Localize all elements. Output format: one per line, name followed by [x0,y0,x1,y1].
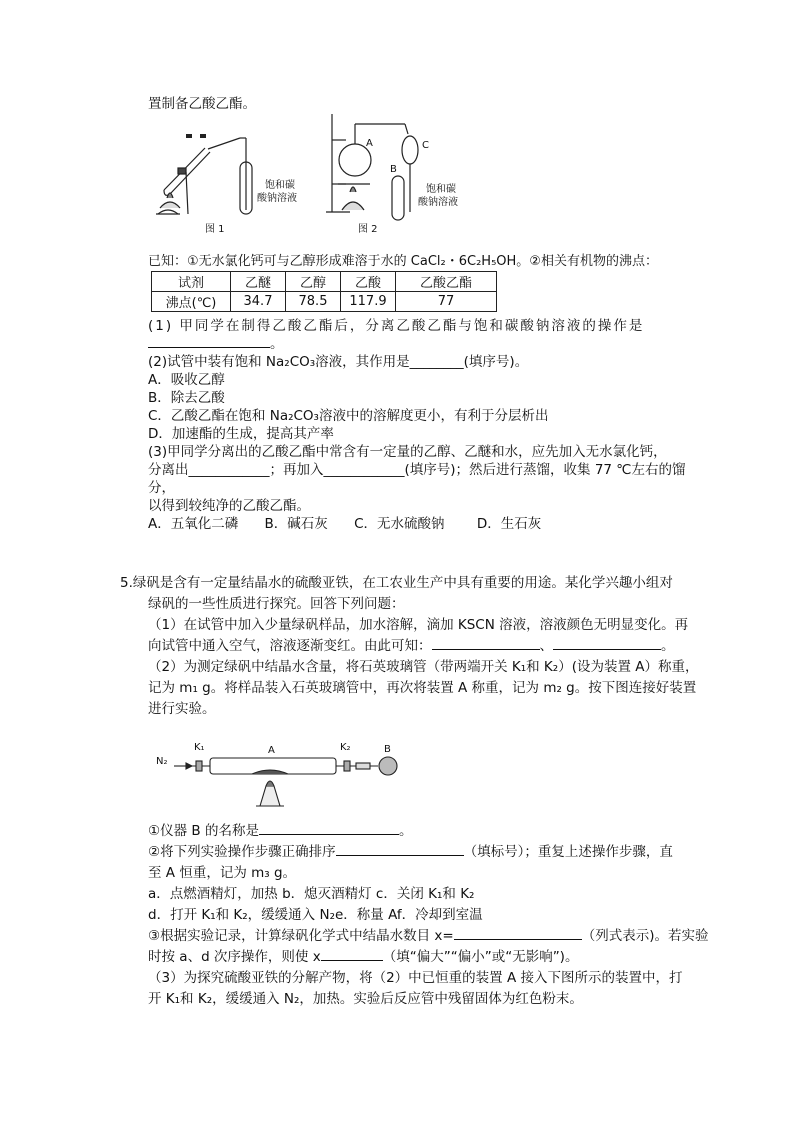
option: B．碱石灰 [264,516,328,532]
q4-option-c: C．乙酸乙酯在饱和 Na₂CO₃溶液中的溶解度更小，有利于分层析出 [148,408,549,424]
q4-intro: 置制备乙酸乙酯。 [148,96,256,112]
svg-text:酸钠溶液: 酸钠溶液 [257,193,297,204]
svg-text:酸钠溶液: 酸钠溶液 [418,197,458,208]
q5-line3: （1）在试管中加入少量绿矾样品，加水溶解，滴加 KSCN 溶液，溶液颜色无明显变化。再 [148,617,689,633]
q4-part1-answer: 。 [148,335,284,353]
option: D．生石灰 [476,516,542,532]
q5-line4: 向试管中通入空气，溶液逐渐变红。由此可知： 、 。 [148,638,675,654]
table-row [152,272,497,292]
q5-line5: （2）为测定绿矾中结晶水含量，将石英玻璃管（带两端开关 K₁和 K₂）(设为装置 A）称重， [148,659,699,675]
q5-part3-line1: （3）为探究硫酸亚铁的分解产物，将（2）中已恒重的装置 A 接入下图所示的装置中，打 [148,970,683,986]
svg-text:饱和碳: 饱和碳 [265,180,295,191]
q5-line1: 5.绿矾是含有一定量结晶水的硫酸亚铁，在工农业生产中具有重要的用途。某化学兴趣小组对 [120,575,673,591]
table-cell: 78.5 [286,292,341,312]
apparatus-figure-1-2 [150,112,470,242]
q5-step1: ①仪器 B 的名称是 。 [148,823,413,839]
q4-part2: (2)试管中装有饱和 Na₂CO₃溶液，其作用是________(填序号)。 [148,354,529,370]
q4-option-a: A．吸收乙醇 [148,372,225,388]
q5-step2-ops1: a．点燃酒精灯，加热 b．熄灭酒精灯 c．关闭 K₁和 K₂ [148,886,475,902]
q4-part1: (1) 甲同学在制得乙酸乙酯后，分离乙酸乙酯与饱和碳酸钠溶液的操作是 [148,318,645,334]
q4-part3-line2: 分离出____________；再加入____________(填序号)；然后进行蒸馏，收集 77 ℃左右的馏 [148,462,686,478]
fig-label-k1: K₁ [194,742,205,753]
option: C．无水硫酸钠 [354,516,445,532]
table-header: 乙酸乙酯 [396,272,497,292]
q5-step2-cont: 至 A 恒重，记为 m₃ g。 [148,865,297,881]
q4-known: 已知：①无水氯化钙可与乙醇形成难溶于水的 CaCl₂・6C₂H₅OH。②相关有机物的沸点： [148,254,658,269]
fig1-caption: 图 1 [205,224,225,235]
q4-part3-line4: 以得到较纯净的乙酸乙酯。 [148,498,310,514]
fig2-label-b: B [390,164,397,175]
table-header: 乙醇 [286,272,341,292]
table-header: 乙醚 [231,272,286,292]
q5-part3-line2: 开 K₁和 K₂，缓缓通入 N₂，加热。实验后反应管中残留固体为红色粉末。 [148,991,583,1007]
q5-step2-ops2: d．打开 K₁和 K₂，缓缓通入 N₂e．称量 Af．冷却到室温 [148,907,483,923]
q5-line6: 记为 m₁ g。将样品装入石英玻璃管中，再次将装置 A 称重，记为 m₂ g。按下图连接好装置 [148,680,697,696]
q5-line2: 绿矾的一些性质进行探究。回答下列问题： [148,596,405,612]
q5-step3: ③根据实验记录，计算绿矾化学式中结晶水数目 x= （列式表示)。若实验 [148,928,709,944]
boiling-point-table [151,271,497,312]
option: A．五氧化二磷 [148,516,239,532]
table-cell: 117.9 [341,292,396,312]
fig-label-a: A [268,745,275,756]
q4-option-b: B．除去乙酸 [148,390,225,406]
table-row [152,292,497,312]
quartz-tube-apparatus-figure [152,736,412,810]
q4-part3-line1: (3)甲同学分离出的乙酸乙酯中常含有一定量的乙醇、乙醚和水，应先加入无水氯化钙， [148,444,667,460]
fig2-label-a: A [366,138,373,149]
q4-part3-options [148,515,541,533]
table-header: 试剂 [152,272,231,292]
fig2-label-c: C [422,140,429,151]
q5-step3-cont: 时按 a、d 次序操作，则使 x （填“偏大”“偏小”或“无影响”)。 [148,949,579,965]
q5-line7: 进行实验。 [148,701,216,717]
fig-label-k2: K₂ [340,742,351,753]
fig2-caption: 图 2 [358,224,378,235]
table-row-label: 沸点(℃) [152,292,231,312]
fig-label-n2: N₂ [156,756,168,767]
q5-step2: ②将下列实验操作步骤正确排序 （填标号）；重复上述操作步骤，直 [148,844,673,860]
table-cell: 77 [396,292,497,312]
table-header: 乙酸 [341,272,396,292]
table-cell: 34.7 [231,292,286,312]
svg-text:饱和碳: 饱和碳 [426,184,456,195]
q4-part3-line3: 分， [148,480,175,496]
fig-label-b: B [384,744,391,755]
q4-option-d: D．加速酯的生成，提高其产率 [148,426,334,442]
